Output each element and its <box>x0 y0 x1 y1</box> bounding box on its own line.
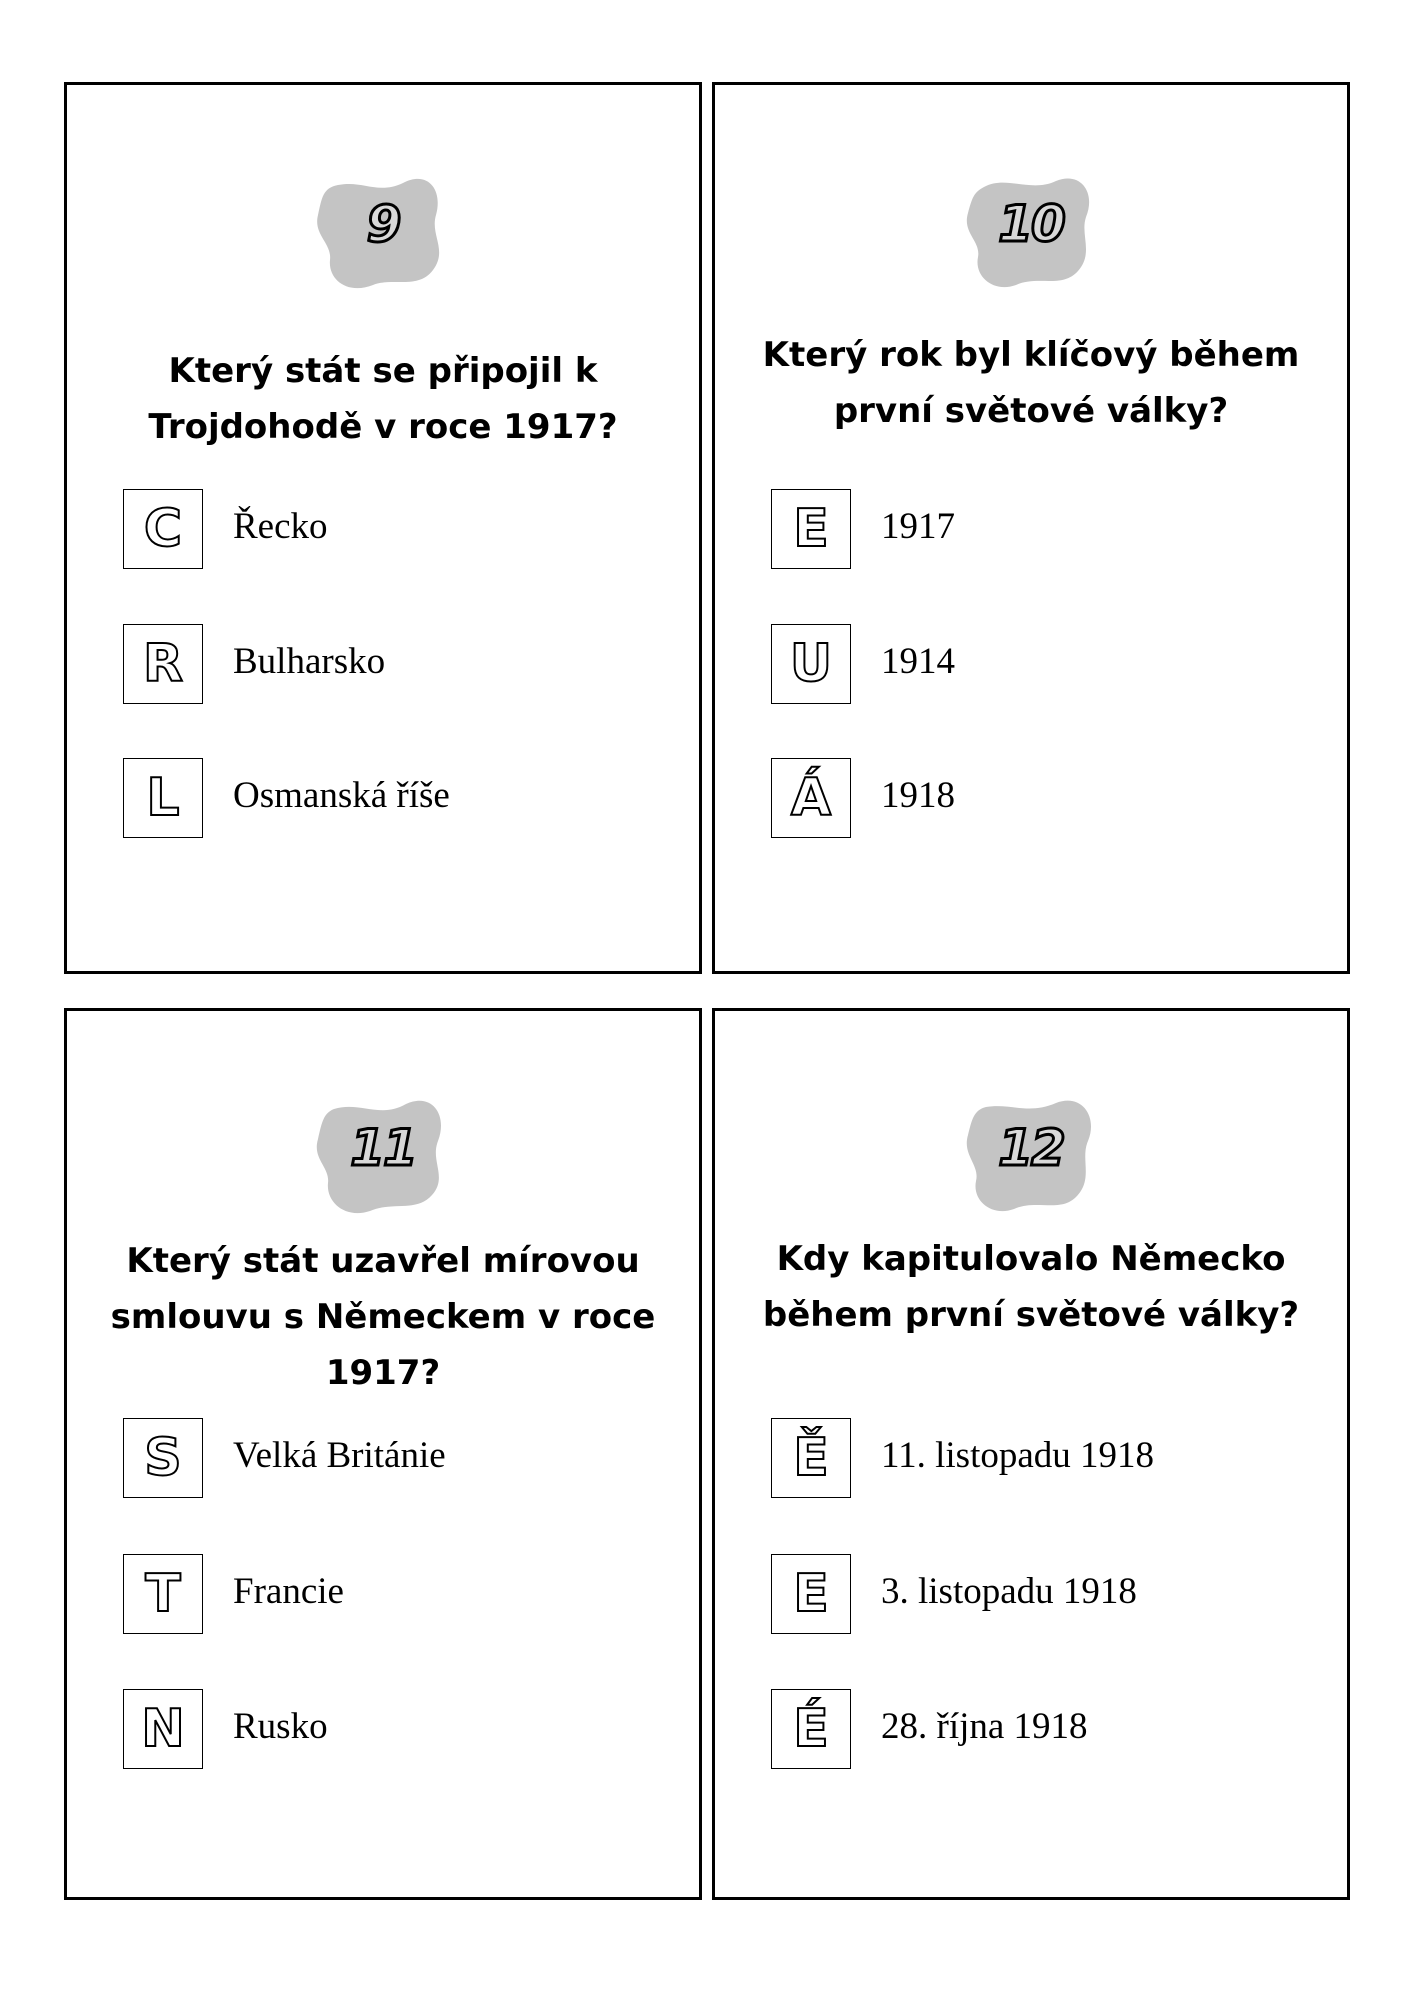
option-3[interactable] <box>123 756 450 840</box>
option-text: Bulharsko <box>233 640 386 682</box>
question-line: Který rok byl klíčový během <box>762 335 1300 375</box>
number-badge <box>308 1089 458 1219</box>
option-text: 1917 <box>881 505 955 547</box>
option-2[interactable] <box>123 1552 344 1636</box>
question-line: Trojdohodě v roce 1917? <box>148 407 618 447</box>
question-line: Kdy kapitulovalo Německo <box>776 1239 1286 1279</box>
question-line: během první světové války? <box>762 1295 1300 1335</box>
option-2[interactable] <box>771 1552 1137 1636</box>
option-text: 11. listopadu 1918 <box>881 1434 1155 1476</box>
option-1[interactable] <box>123 487 328 571</box>
question <box>107 343 659 455</box>
option-text: 1914 <box>881 640 955 682</box>
option-letter: U <box>771 624 851 704</box>
question <box>745 1231 1317 1343</box>
number-badge <box>308 165 458 295</box>
option-letter: C <box>123 489 203 569</box>
option-letter: S <box>123 1418 203 1498</box>
option-letter: Ě <box>771 1418 851 1498</box>
option-3[interactable] <box>771 756 955 840</box>
number-badge <box>956 165 1106 295</box>
option-text: 28. října 1918 <box>881 1705 1088 1747</box>
card-number: 9 <box>366 195 400 253</box>
option-text: 3. listopadu 1918 <box>881 1570 1137 1612</box>
quiz-card-12 <box>712 1008 1350 1900</box>
option-letter: T <box>123 1554 203 1634</box>
option-text: Francie <box>233 1570 344 1612</box>
option-letter: E <box>771 1554 851 1634</box>
option-text: Velká Británie <box>233 1434 446 1476</box>
quiz-card-9 <box>64 82 702 974</box>
question-line: Který stát uzavřel mírovou <box>126 1241 640 1281</box>
quiz-card-11 <box>64 1008 702 1900</box>
question <box>97 1233 669 1401</box>
option-3[interactable] <box>771 1687 1088 1771</box>
question-line: 1917? <box>325 1353 441 1393</box>
option-3[interactable] <box>123 1687 328 1771</box>
option-2[interactable] <box>123 622 385 706</box>
option-letter: R <box>123 624 203 704</box>
option-2[interactable] <box>771 622 955 706</box>
option-1[interactable] <box>771 487 955 571</box>
option-text: Rusko <box>233 1705 328 1747</box>
card-number: 11 <box>350 1119 416 1177</box>
question <box>755 327 1307 439</box>
question-line: první světové války? <box>833 391 1229 431</box>
quiz-card-10 <box>712 82 1350 974</box>
option-text: 1918 <box>881 774 955 816</box>
question-line: smlouvu s Německem v roce <box>110 1297 656 1337</box>
number-badge <box>956 1089 1106 1219</box>
option-letter: N <box>123 1689 203 1769</box>
option-letter: E <box>771 489 851 569</box>
option-letter: É <box>771 1689 851 1769</box>
card-number: 12 <box>998 1119 1064 1177</box>
option-1[interactable] <box>123 1416 446 1500</box>
option-1[interactable] <box>771 1416 1154 1500</box>
question-line: Který stát se připojil k <box>168 351 598 391</box>
option-letter: L <box>123 758 203 838</box>
option-text: Osmanská říše <box>233 774 450 816</box>
option-text: Řecko <box>233 505 328 547</box>
card-number: 10 <box>998 195 1064 253</box>
option-letter: Á <box>771 758 851 838</box>
